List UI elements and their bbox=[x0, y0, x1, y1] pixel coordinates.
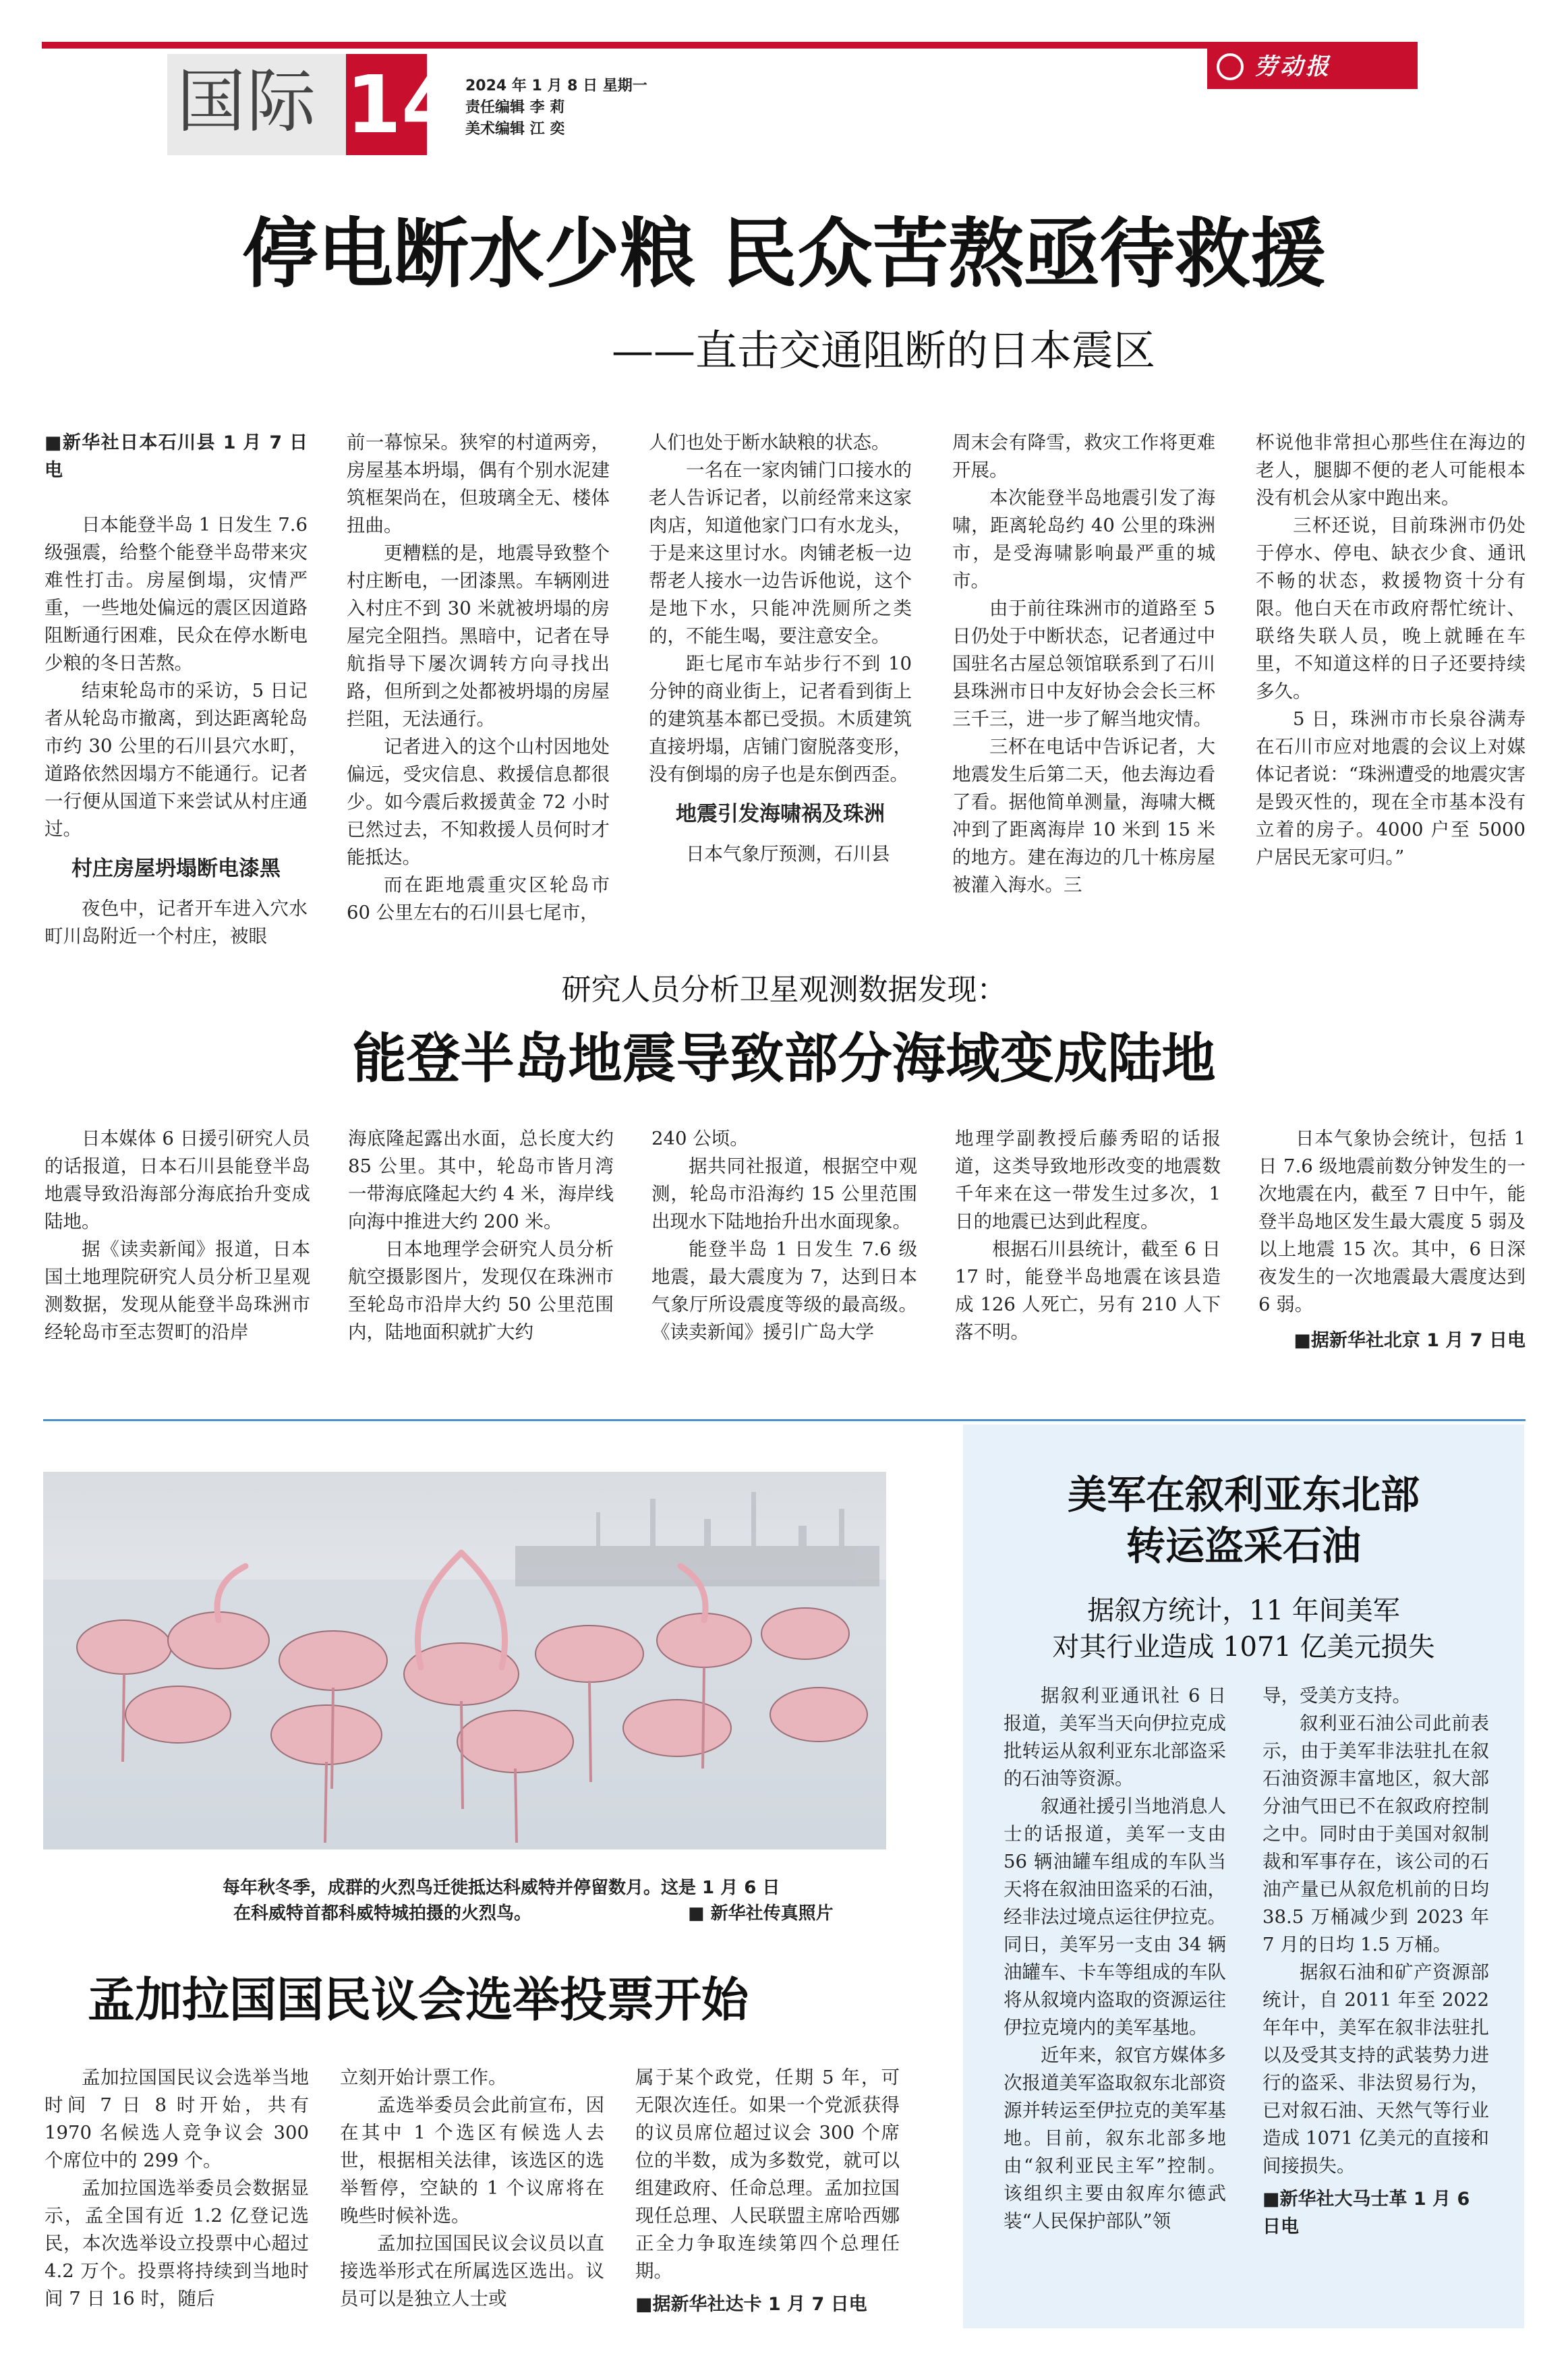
paragraph: 日本气象厅预测，石川县 bbox=[686, 843, 890, 865]
paragraph: 孟选举委员会此前宣布，因在其中 1 个选区有候选人去世，根据相关法律，该选区的选举暂停，空缺的 1 个议席将在晚些时候补选。 bbox=[340, 2094, 604, 2226]
story1-column-1 bbox=[45, 429, 308, 950]
paragraph: 属于某个政党，任期 5 年，可无限次连任。如果一个党派获得的议员席位超过议会 300 个席位的半数，成为多数党，就可以组建政府、任命总理。孟加拉国现任总理、人民联盟主席哈西娜正全力争取连续第四个总理任期。 bbox=[635, 2067, 900, 2282]
paragraph: 日本气象协会统计，包括 1 日 7.6 级地震前数分钟发生的一次地震在内，截至 7 日中午，能登半岛地区发生最大震度 5 弱及以上地震 15 次。其中，6 日深夜发生的一次地震最大震度达到 6 弱。 bbox=[1258, 1128, 1526, 1315]
story3-column-2 bbox=[340, 2064, 604, 2313]
section-label: 国际 bbox=[177, 62, 317, 142]
story3-source: ■据新华社达卡 1 月 7 日电 bbox=[635, 2294, 867, 2315]
paragraph: 据共同社报道，根据空中观测，轮岛市沿海约 15 公里范围出现水下陆地抬升出水面现象。 bbox=[651, 1155, 917, 1232]
story2-kicker: 研究人员分析卫星观测数据发现： bbox=[561, 973, 1007, 1007]
story3-column-3 bbox=[635, 2064, 900, 2318]
story4-title-line-2: 转运盗采石油 bbox=[1126, 1523, 1361, 1569]
paragraph: 据《读卖新闻》报道，日本国土地理院研究人员分析卫星观测数据，发现从能登半岛珠洲市经轮岛市至志贺町的沿岸 bbox=[45, 1238, 310, 1343]
story4-title-line-1: 美军在叙利亚东北部 bbox=[1067, 1472, 1420, 1518]
paragraph: 三杯在电话中告诉记者，大地震发生后第二天，他去海边看了看。据他简单测量，海啸大概冲到了距离海岸 10 米到 15 米的地方。建在海边的几十栋房屋被灌入海水。三 bbox=[952, 736, 1215, 896]
paragraph: 本次能登半岛地震引发了海啸，距离轮岛约 40 公里的珠洲市，是受海啸影响最严重的城市。 bbox=[952, 487, 1215, 592]
story1-title: 停电断水少粮 民众苦熬亟待救援 bbox=[242, 210, 1326, 298]
paragraph: 根据石川县统计，截至 6 日 17 时，能登半岛地震在该县造成 126 人死亡，另有 210 人下落不明。 bbox=[955, 1238, 1221, 1343]
editor-line: 责任编辑 李 莉 bbox=[465, 99, 565, 116]
photo-credit: ■ 新华社传真照片 bbox=[688, 1903, 834, 1924]
flamingo-photo-image bbox=[43, 1472, 886, 1849]
story1-column-3 bbox=[649, 429, 912, 868]
story1-column-4 bbox=[952, 429, 1215, 899]
paragraph: 杯说他非常担心那些住在海边的老人，腿脚不便的老人可能根本没有机会从家中跑出来。 bbox=[1256, 432, 1526, 509]
paragraph: 孟加拉国选举委员会数据显示，孟全国有近 1.2 亿登记选民，本次选举设立投票中心超过 4.2 万个。投票将持续到当地时间 7 日 16 时，随后 bbox=[45, 2177, 309, 2309]
paragraph: 日本地理学会研究人员分析航空摄影图片，发现仅在珠洲市至轮岛市沿岸大约 50 公里范围内，陆地面积就扩大约 bbox=[348, 1238, 614, 1343]
story4-deck-line-2: 对其行业造成 1071 亿美元损失 bbox=[1052, 1632, 1435, 1663]
photo-caption-line-2: 在科威特首都科威特城拍摄的火烈鸟。 bbox=[233, 1903, 532, 1924]
photo-caption-line-1: 每年秋冬季，成群的火烈鸟迁徙抵达科威特并停留数月。这是 1 月 6 日 bbox=[223, 1878, 780, 1898]
story2-column-4 bbox=[955, 1125, 1221, 1346]
story2-column-3 bbox=[651, 1125, 917, 1346]
paragraph: 240 公顷。 bbox=[651, 1128, 749, 1149]
story1-subtitle: ——直击交通阻断的日本震区 bbox=[611, 326, 1155, 375]
story3-title: 孟加拉国国民议会选举投票开始 bbox=[88, 1972, 749, 2028]
story3-column-1 bbox=[45, 2064, 309, 2313]
paragraph: 夜色中，记者开车进入穴水町川岛附近一个村庄，被眼 bbox=[45, 898, 308, 947]
paragraph: 海底隆起露出水面，总长度大约 85 公里。其中，轮岛市皆月湾一带海底隆起大约 4 米，海岸线向海中推进大约 200 米。 bbox=[348, 1128, 614, 1232]
newspaper-logo bbox=[1207, 45, 1418, 89]
paragraph: 5 日，珠洲市市长泉谷满寿在石川市应对地震的会议上对媒体记者说：“珠洲遭受的地震灾害是毁灭性的，现在全市基本没有立着的房子。4000 户至 5000 户居民无家可归。” bbox=[1256, 708, 1526, 868]
paragraph: 三杯还说，目前珠洲市仍处于停水、停电、缺衣少食、通讯不畅的状态，救援物资十分有限。他白天在市政府帮忙统计、联络失联人员，晚上就睡在车里，不知道这样的日子还要持续多久。 bbox=[1256, 515, 1526, 702]
paragraph: 而在距地震重灾区轮岛市 60 公里左右的石川县七尾市， bbox=[347, 874, 610, 923]
paragraph: 近年来，叙官方媒体多次报道美军盗取叙东北部资源并转运至伊拉克的美军基地。目前，叙东北部多地由“叙利亚民主军”控制。该组织主要由叙库尔德武装“人民保护部队”领 bbox=[1004, 2044, 1226, 2232]
paragraph: 结束轮岛市的采访，5 日记者从轮岛市撤离，到达距离轮岛市约 30 公里的石川县穴水町，道路依然因塌方不能通行。记者一行便从国道下来尝试从村庄通过。 bbox=[45, 680, 308, 840]
paragraph: 据叙石油和矿产资源部统计，自 2011 年至 2022 年年中，美军在叙非法驻扎以及受其支持的武装势力进行的盗采、非法贸易行为，已对叙石油、天然气等行业造成 1071 亿美元的直接和间接损失。 bbox=[1262, 1961, 1489, 2177]
paragraph: 孟加拉国国民议会议员以直接选举形式在所属选区选出。议员可以是独立人士或 bbox=[340, 2233, 604, 2309]
art-editor-line: 美术编辑 江 奕 bbox=[465, 121, 565, 138]
story2-column-2 bbox=[348, 1125, 614, 1346]
paragraph: 距七尾市车站步行不到 10 分钟的商业街上，记者看到街上的建筑基本都已受损。木质建筑直接坍塌，店铺门窗脱落变形，没有倒塌的房子也是东倒西歪。 bbox=[649, 653, 912, 785]
flamingo-photo bbox=[43, 1472, 886, 1849]
paragraph: 前一幕惊呆。狭窄的村道两旁，房屋基本坍塌，偶有个别水泥建筑框架尚在，但玻璃全无、楼体扭曲。 bbox=[347, 432, 610, 536]
story1-dateline: ■新华社日本石川县 1 月 7 日电 bbox=[45, 432, 308, 481]
page-number: 14 bbox=[346, 54, 427, 155]
story2-title: 能登半岛地震导致部分海域变成陆地 bbox=[352, 1027, 1216, 1090]
story2-column-5 bbox=[1258, 1125, 1526, 1354]
paragraph: 地理学副教授后藤秀昭的话报道，这类导致地形改变的地震数千年来在这一带发生过多次，1 日的地震已达到此程度。 bbox=[955, 1128, 1221, 1232]
logo-mark-icon bbox=[1217, 53, 1244, 80]
paragraph: 叙通社援引当地消息人士的话报道，美军一支由 56 辆油罐车组成的车队当天将在叙油田盗采的石油，经非法过境点运往伊拉克。同日，美军另一支由 34 辆油罐车、卡车等组成的车队将从叙境内盗取的资源运往伊拉克境内的美军基地。 bbox=[1004, 1795, 1226, 2038]
story4-column-1 bbox=[1004, 1682, 1226, 2235]
logo-text: 劳动报 bbox=[1254, 53, 1331, 80]
story1-column-5 bbox=[1256, 429, 1526, 871]
story1-column-2 bbox=[347, 429, 610, 927]
paragraph: 日本能登半岛 1 日发生 7.6 级强震，给整个能登半岛带来灾难性打击。房屋倒塌，灾情严重，一些地处偏远的震区因道路阻断通行困难，民众在停水断电少粮的冬日苦熬。 bbox=[45, 514, 308, 674]
story1-subhead-2: 地震引发海啸祸及珠洲 bbox=[676, 802, 885, 826]
paragraph: 立刻开始计票工作。 bbox=[340, 2067, 507, 2088]
section-divider bbox=[43, 1419, 1526, 1421]
story4-column-2 bbox=[1262, 1682, 1489, 2241]
paragraph: 叙利亚石油公司此前表示，由于美军非法驻扎在叙石油资源丰富地区，叙大部分油气田已不在叙政府控制之中。同时由于美国对叙制裁和军事存在，该公司的石油产量已从叙危机前的日均 38.5 万桶减少到 2023 年 7 月的日均 1.5 万桶。 bbox=[1262, 1713, 1489, 1955]
paragraph: 人们也处于断水缺粮的状态。 bbox=[649, 432, 890, 453]
story1-subhead-1: 村庄房屋坍塌断电漆黑 bbox=[71, 857, 281, 881]
paragraph: 由于前往珠洲市的道路至 5 日仍处于中断状态，记者通过中国驻名古屋总领馆联系到了石川县珠洲市日中友好协会会长三杯三千三，进一步了解当地灾情。 bbox=[952, 598, 1215, 730]
paragraph: 能登半岛 1 日发生 7.6 级地震，最大震度为 7，达到日本气象厅所设震度等级的最高级。《读卖新闻》援引广岛大学 bbox=[651, 1238, 917, 1343]
paragraph: 导，受美方支持。 bbox=[1262, 1685, 1411, 1706]
paragraph: 记者进入的这个山村因地处偏远，受灾信息、救援信息都很少。如今震后救援黄金 72 小时已然过去，不知救援人员何时才能抵达。 bbox=[347, 736, 610, 868]
paragraph: 更糟糕的是，地震导致整个村庄断电，一团漆黑。车辆刚进入村庄不到 30 米就被坍塌的房屋完全阻挡。黑暗中，记者在导航指导下屡次调转方向寻找出路，但所到之处都被坍塌的房屋拦阻，无法通行。 bbox=[347, 542, 610, 730]
story4-source: ■新华社大马士革 1 月 6 日电 bbox=[1262, 2189, 1470, 2237]
paragraph: 孟加拉国国民议会选举当地时间 7 日 8 时开始，共有 1970 名候选人竞争议会 300 个席位中的 299 个。 bbox=[45, 2067, 309, 2171]
paragraph: 一名在一家肉铺门口接水的老人告诉记者，以前经常来这家肉店，知道他家门口有水龙头，于是来这里讨水。肉铺老板一边帮老人接水一边告诉他说，这个是地下水，只能冲洗厕所之类的，不能生喝，要注意安全。 bbox=[649, 459, 912, 647]
paragraph: 周末会有降雪，救灾工作将更难开展。 bbox=[952, 432, 1215, 481]
story4-deck-line-1: 据叙方统计，11 年间美军 bbox=[1087, 1595, 1400, 1626]
date-line: 2024 年 1 月 8 日 星期一 bbox=[465, 78, 647, 94]
paragraph: 日本媒体 6 日援引研究人员的话报道，日本石川县能登半岛地震导致沿海部分海底抬升变成陆地。 bbox=[45, 1128, 310, 1232]
story2-source: ■据新华社北京 1 月 7 日电 bbox=[1294, 1330, 1526, 1351]
story2-column-1 bbox=[45, 1125, 310, 1346]
paragraph: 据叙利亚通讯社 6 日报道，美军当天向伊拉克成批转运从叙利亚东北部盗采的石油等资源。 bbox=[1004, 1685, 1226, 1789]
